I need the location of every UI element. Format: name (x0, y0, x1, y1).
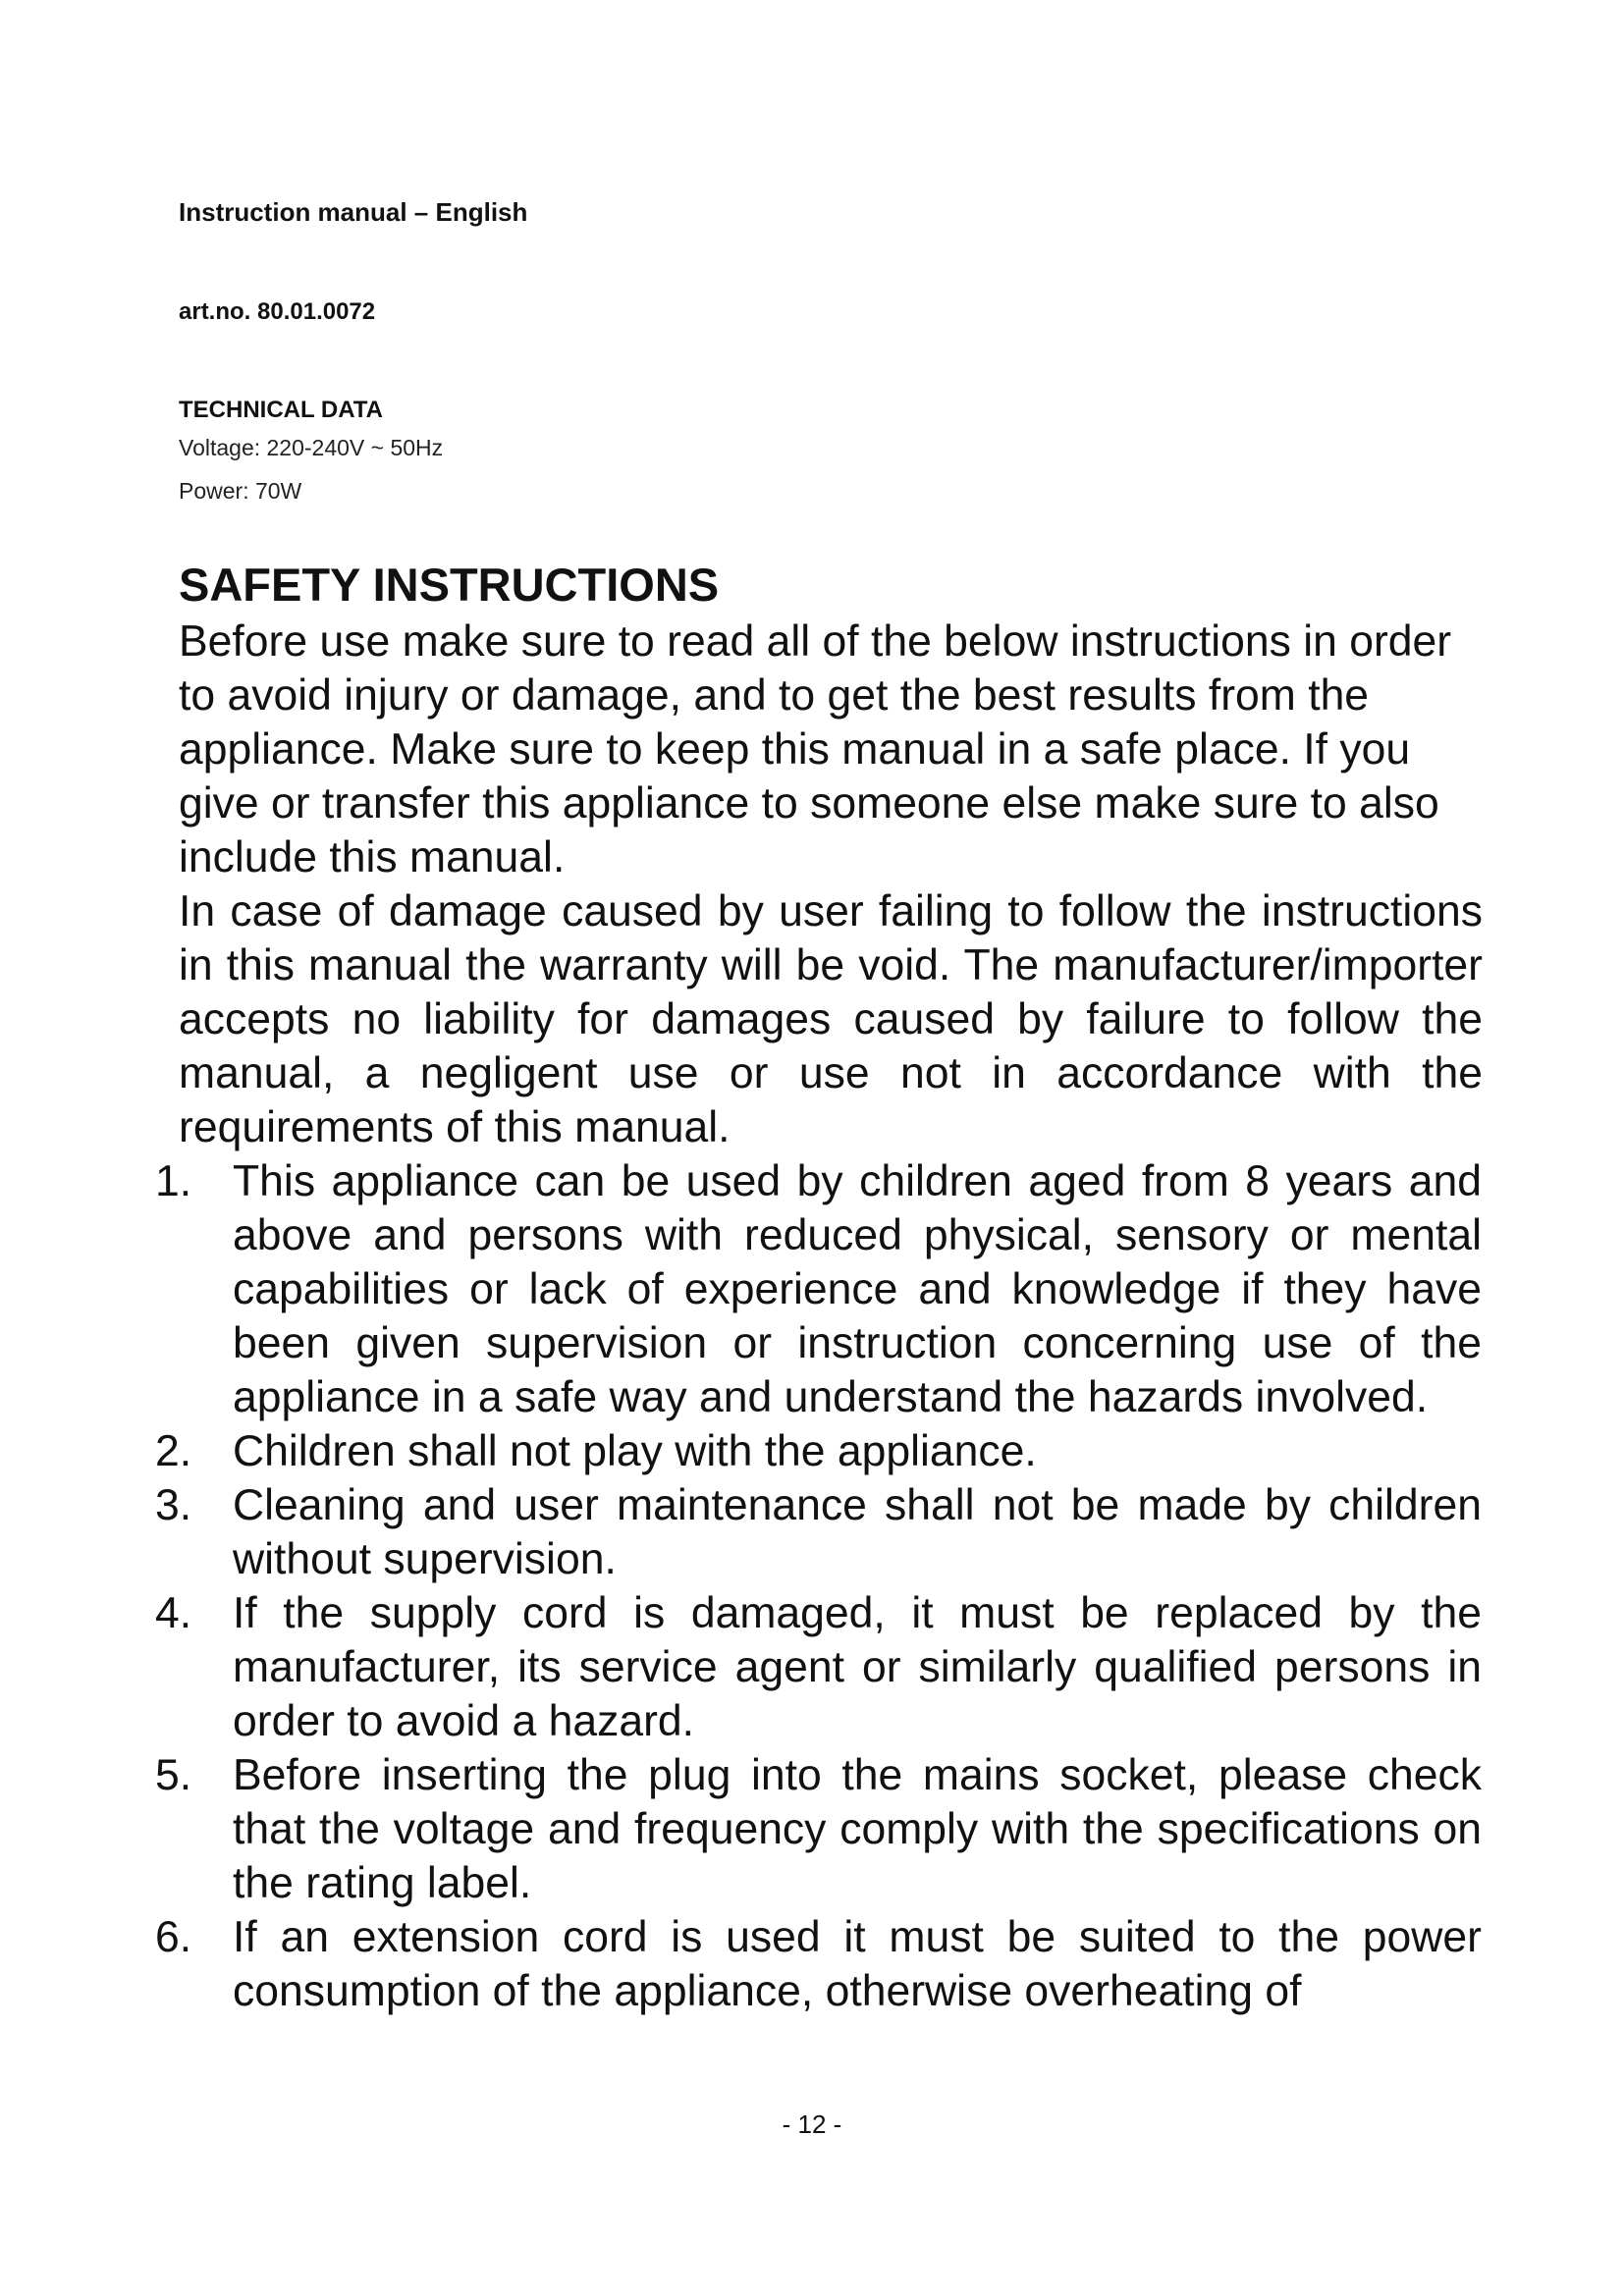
list-item-text: Cleaning and user maintenance shall not be made by children without supervision. (233, 1481, 1482, 1583)
list-item-number: 5. (155, 1751, 192, 1799)
list-item-text: This appliance can be used by children aged from 8 years and above and persons with reduced physical, sensory or mental capabilities or lack of experience and knowledge if they have been given supervision or instruction concerning use of the appliance in a safe way and understand the hazards involved. (233, 1157, 1482, 1421)
list-item-number: 3. (155, 1481, 192, 1529)
list-item (0, 1748, 1624, 1910)
warranty-paragraph: In case of damage caused by user failing to follow the instructions in this manual the warranty will be void. The manufacturer/importer accepts no liability for damages caused by failure to follow the manual, a negligent use or use not in accordance with the requirements of this manual. (179, 887, 1483, 1151)
safety-instructions-heading: SAFETY INSTRUCTIONS (179, 559, 720, 611)
list-item-text: If the supply cord is damaged, it must be replaced by the manufacturer, its service agent or similarly qualified persons in order to avoid a hazard. (233, 1589, 1482, 1745)
page-number: - 12 - (782, 2109, 842, 2139)
technical-data-voltage: Voltage: 220-240V ~ 50Hz (179, 435, 444, 460)
technical-data-power: Power: 70W (179, 478, 302, 504)
list-item (0, 1478, 1624, 1586)
list-item-number: 4. (155, 1589, 192, 1637)
list-item-text: Children shall not play with the appliance. (233, 1427, 1037, 1475)
list-item (0, 1586, 1624, 1748)
list-item-number: 6. (155, 1913, 192, 1961)
article-number: art.no. 80.01.0072 (179, 298, 376, 325)
list-item-text: If an extension cord is used it must be suited to the power consumption of the appliance, otherwise overheating of (233, 1913, 1482, 2015)
list-item (0, 1910, 1624, 2018)
technical-data-heading: TECHNICAL DATA (179, 397, 383, 423)
list-item-number: 2. (155, 1427, 192, 1475)
safety-instructions-list (0, 1154, 1624, 2018)
list-item-number: 1. (155, 1157, 192, 1205)
list-item-text: Before inserting the plug into the mains socket, please check that the voltage and frequency comply with the specifications on the rating label. (233, 1751, 1482, 1907)
safety-intro-paragraph: Before use make sure to read all of the below instructions in order to avoid injury or damage, and to get the best results from the appliance. Make sure to keep this manual in a safe place. If you give or transfer this appliance to someone else make sure to also include this manual. (179, 617, 1452, 881)
list-item (0, 1154, 1624, 1424)
manual-title: Instruction manual – English (179, 197, 528, 227)
list-item (0, 1424, 1624, 1478)
